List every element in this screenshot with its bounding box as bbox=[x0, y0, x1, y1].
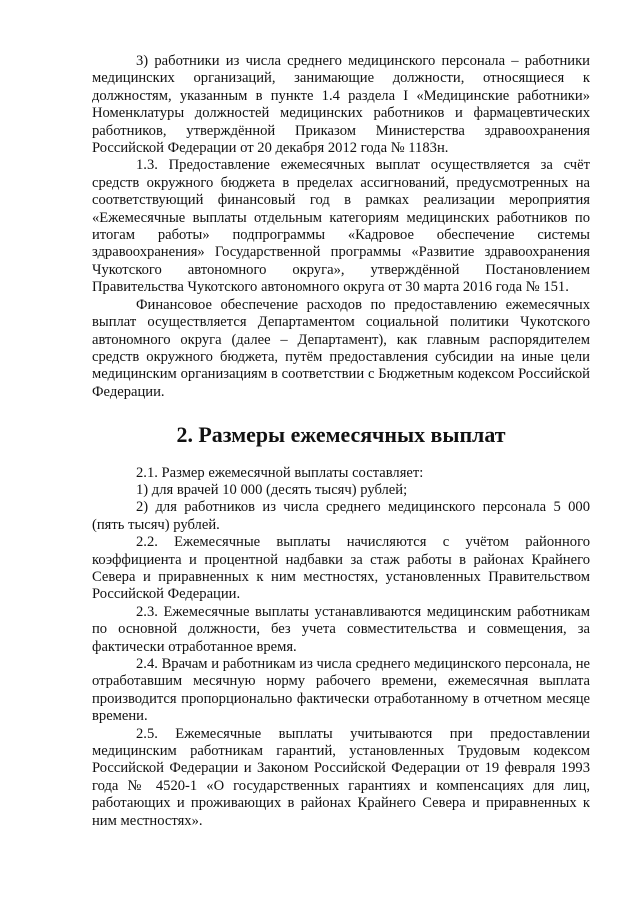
paragraph-1-3: 1.3. Предоставление ежемесячных выплат осуществляется за счёт средств окружного бюджета в пределах ассигнований, предусмотренных на соответствующий финансовый год в рамках реализации мероприятия «Ежемесячные выплаты отдельным категориям медицинских работников по итогам работы» подпрограммы «Кадровое обеспечение системы здравоохранения» Государственной программы «Развитие здравоохранения Чукотского автономного округа», утверждённой Постановлением Правительства Чукотского автономного округа от 30 марта 2016 года № 151. bbox=[92, 157, 590, 296]
paragraph-2-1: 2.1. Размер ежемесячной выплаты составляет: bbox=[136, 464, 424, 481]
section-heading: 2. Размеры ежемесячных выплат bbox=[176, 422, 506, 448]
paragraph-financing: Финансовое обеспечение расходов по предоставлению ежемесячных выплат осуществляется Департаментом социальной политики Чукотского автономного округа (далее – Департамент), как главным распорядителем средств окружного бюджета, путём предоставления субсидии на иные цели медицинским организациям в соответствии с Бюджетным кодексом Российской Федерации. bbox=[92, 296, 590, 400]
paragraph-2-1-item-1: 1) для врачей 10 000 (десять тысяч) рублей; bbox=[136, 481, 408, 498]
paragraph-2-2: 2.2. Ежемесячные выплаты начисляются с учётом районного коэффициента и процентной надбавки за стаж работы в районах Крайнего Севера и приравненных к ним местностях, установленных Правительством Российской Федерации. bbox=[92, 534, 590, 603]
paragraph-item-3: 3) работники из числа среднего медицинского персонала – работники медицинских организаций, занимающие должности, относящиеся к должностям, указанным в пункте 1.4 раздела I «Медицинские работники» Номенклатуры должностей медицинских работников и фармацевтических работников, утверждённой Приказом Министерства здравоохранения Российской Федерации от 20 декабря 2012 года № 1183н. bbox=[92, 53, 590, 157]
paragraph-2-1-item-2: 2) для работников из числа среднего медицинского персонала 5 000 (пять тысяч) рублей. bbox=[92, 499, 590, 533]
paragraph-2-5: 2.5. Ежемесячные выплаты учитываются при предоставлении медицинским работникам гарантий, установленных Трудовым кодексом Российской Федерации и Законом Российской Федерации от 19 февраля 1993 года № 4520-1 «О государственных гарантиях и компенсациях для лиц, работающих и проживающих в районах Крайнего Севера и приравненных к ним местностях». bbox=[92, 725, 590, 829]
paragraph-2-4: 2.4. Врачам и работникам из числа среднего медицинского персонала, не отработавшим месячную норму рабочего времени, ежемесячная выплата производится пропорционально фактически отработанному в отчетном месяце времени. bbox=[92, 656, 590, 725]
paragraph-2-3: 2.3. Ежемесячные выплаты устанавливаются медицинским работникам по основной должности, без учета совместительства и совмещения, за фактически отработанное время. bbox=[92, 603, 590, 655]
